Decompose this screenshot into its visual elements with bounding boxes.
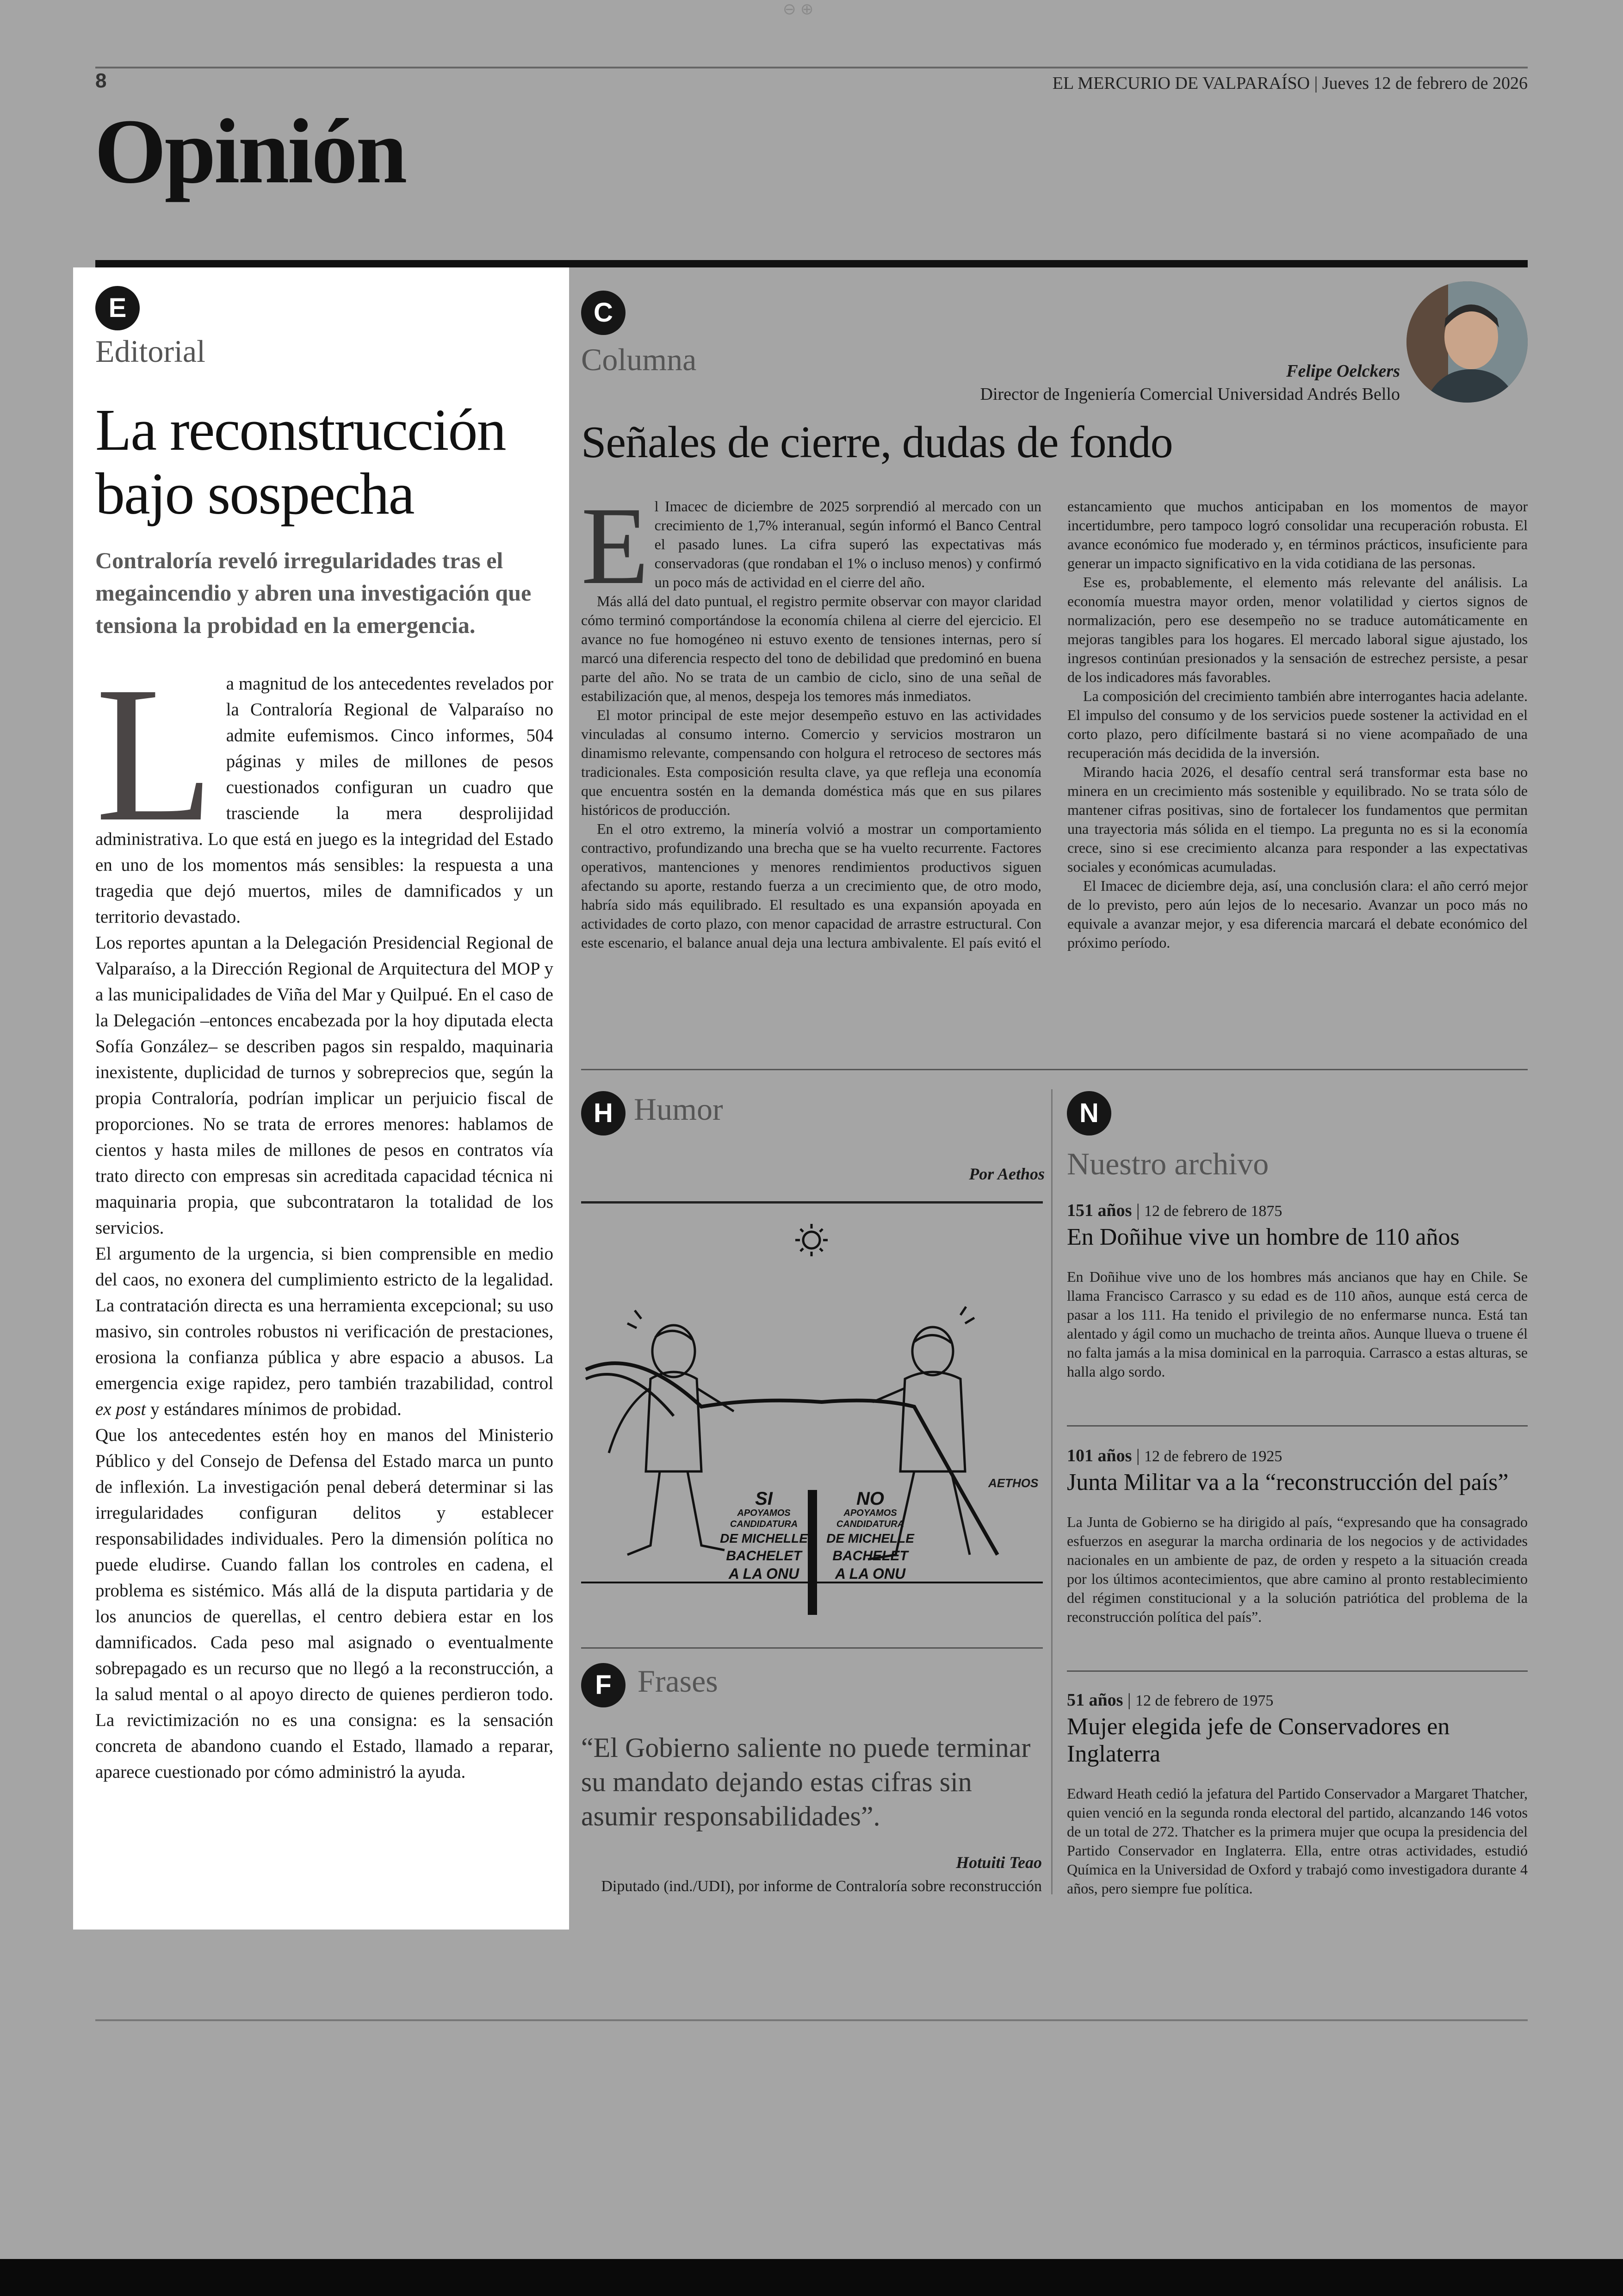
column-paragraph: En el otro extremo, la minería volvió a mostrar un comportamiento contractivo, profundizando una brecha que se ha vuelto recurrente. Factores operativos, mantenciones y menores rendimientos productivos siguen afectando su aporte, restando fuerza a un crecimiento que, de otro modo, habría sido más equilibrado. El resultado es una expansión apoyada en actividades de corto plazo, con menor capacidad de arrastre estructural. Con este escenario, el balance anual deja una lectura ambivalente. El país evitó el estancamiento que muchos anticipaban en los momentos de mayor incertidumbre, pero tampoco logró consolidar una recuperación robusta. El avance económico fue moderado y, en términos prácticos, insuficiente para generar un impacto significativo en la vida cotidiana de las personas.: [581, 498, 1528, 951]
archive-text: La Junta de Gobierno se ha dirigido al país, “expresando que ha consagrado esfuerzos en asegurar la marcha ordinaria de los negocios y de actividades nacionales en un ambiente de paz, de orden y respeto a la situación creada por los últimos acontecimientos, que abre camino al pronto restablecimiento del régimen constitucional y a la solución patriótica del problema de la reconstrucción política del país”.: [1067, 1514, 1528, 1625]
cartoon-sign-left: SI APOYAMOS CANDIDATURA DE MICHELLE BACHELET A LA ONU: [720, 1489, 808, 1582]
archive-date: 12 de febrero de 1875: [1144, 1203, 1282, 1220]
editorial-body: [95, 646, 553, 1785]
column-paragraph: Más allá del dato puntual, el registro permite observar con mayor claridad cómo terminó comportándose la economía chilena al cierre del ejercicio. El avance no fue homogéneo ni estuvo exento de tensiones internas, pero sí marcó una diferencia respecto del tono de debilidad que predominó en buena parte del año. No se trata de un cambio de ciclo, sino de una señal de estabilización que, al menos, despeja los temores más inmediatos.: [581, 593, 1041, 704]
editorial-panel: [73, 267, 569, 1930]
humor-bottom-rule: [581, 1647, 1043, 1649]
humor-badge: H: [581, 1091, 626, 1136]
footer-rule: [95, 2019, 1528, 2021]
masthead-date: EL MERCURIO DE VALPARAÍSO | Jueves 12 de febrero de 2026: [1052, 74, 1528, 93]
cartoon-sign-right: NO APOYAMOS CANDIDATURA DE MICHELLE BACHELET A LA ONU: [826, 1489, 914, 1582]
humor-cartoon: [581, 1212, 1043, 1629]
column-divider: [1051, 1089, 1053, 1894]
frases-label: Frases: [638, 1663, 718, 1699]
editorial-paragraph: a magnitud de los antecedentes revelados por la Contraloría Regional de Valparaíso no admite eufemismos. Cinco informes, 504 páginas y miles de millones de pesos cuestionados configuran un cuadro que trasciende la mera desprolijidad administrativa. Lo que está en juego es la integridad del Estado en uno de los momentos más sensibles: la respuesta a una tragedia que dejó muertos, miles de damnificados y un territorio devastado.: [95, 674, 553, 927]
column-paragraph: Mirando hacia 2026, el desafío central será transformar esta base no minera en un crecimiento más sostenible y equilibrado. No se trata sólo de mantener cifras positivas, sino de fortalecer los fundamentos que permitan una trayectoria más sólida en el tiempo. La pregunta no es si la economía crece, sino si ese crecimiento alcanza para responder a las expectativas sociales y económicas acumuladas.: [1067, 763, 1528, 875]
frases-author: Hotuiti Teao: [956, 1853, 1042, 1872]
editorial-paragraph: Los reportes apuntan a la Delegación Presidencial Regional de Valparaíso, a la Dirección Regional de Arquitectura del MOP y a las municipalidades de Viña del Mar y Quilpué. En el caso de la Delegación –entonces encabezada por la hoy diputada electa Sofía González– se describen pagos sin respaldo, maquinaria inexistente, duplicidad de turnos y sobreprecios que, según la propia Contraloría, podrían implicar un perjuicio fiscal de proporciones. No se trata de errores menores: hablamos de cientos y hasta miles de millones de pesos en contratos vía trato directo con empresas sin acreditada capacidad técnica ni maquinaria propia, que subcontrataron la totalidad de los servicios.: [95, 933, 553, 1238]
editorial-lead: Contraloría reveló irregularidades tras el megaincendio y abren una investigación que tensiona la probidad en la emergencia.: [95, 547, 532, 638]
archive-title: Junta Militar va a la “reconstrucción del país”: [1067, 1469, 1509, 1496]
editorial-paragraph: El argumento de la urgencia, si bien comprensible en medio del caos, no exonera del cumplimiento estricto de la legalidad. La contratación directa es una herramienta excepcional; su uso masivo, sin controles robustos ni verificación de prestaciones, erosiona la confianza pública y abre espacio a abusos. La emergencia exige rapidez, pero también trazabilidad, control ex post y estándares mínimos de probidad.: [95, 1244, 553, 1419]
archive-item: 51 años | 12 de febrero de 1975 Mujer elegida jefe de Conservadores en Inglaterra Edward Heath cedió la jefatura del Partido Conservador a Margaret Thatcher, quien venció en la segunda ronda electoral del partido, alcanzando 146 votos de un total de 272. Thatcher es la primera mujer que ocupa la presidencia del Partido Conservador en Inglaterra. Ella, entre otras actividades, estudió Química en la Universidad de Oxford y trabajó como investigadora durante 4 años, pero siempre fue política.: [1067, 1690, 1528, 1898]
editorial-label: Editorial: [95, 334, 205, 369]
header-thick-rule: [95, 260, 1528, 267]
archive-date: 12 de febrero de 1975: [1135, 1692, 1274, 1709]
editorial-title-line1: La reconstrucción: [95, 397, 506, 463]
cartoon-signature: AETHOS: [988, 1476, 1039, 1490]
archive-label: Nuestro archivo: [1067, 1146, 1269, 1181]
humor-top-rule: [581, 1201, 1043, 1204]
header-top-rule: [95, 67, 1528, 68]
humor-label: Humor: [634, 1092, 723, 1127]
humor-byline: Por Aethos: [969, 1165, 1045, 1183]
archive-years: 51 años: [1067, 1690, 1123, 1710]
archive-rule: [1067, 1425, 1528, 1427]
archive-text: Edward Heath cedió la jefatura del Partido Conservador a Margaret Thatcher, quien venció en la segunda ronda electoral del partido, alcanzando 146 votos de un total de 272. Thatcher es la primera mujer que ocupa la presidencia del Partido Conservador en Inglaterra. Ella, entre otras actividades, estudió Química en la Universidad de Oxford y trabajó como investigadora durante 4 años, pero siempre fue política.: [1067, 1785, 1528, 1897]
column-paragraph: El Imacec de diciembre deja, así, una conclusión clara: el año cerró mejor de lo previsto, pero aún lejos de lo necesario. Avanzar un poco más no equivale a avanzar mejor, y esa diferencia marcará el debate económico del próximo período.: [1067, 877, 1528, 951]
archive-item: 101 años | 12 de febrero de 1925 Junta Militar va a la “reconstrucción del país” La Junta de Gobierno se ha dirigido al país, “expresando que ha consagrado esfuerzos en asegurar la marcha ordinaria de los negocios y de actividades nacionales en un ambiente de paz, de orden y respeto a la situación creada por los últimos acontecimientos, que abre camino al pronto restablecimiento del régimen constitucional y a la solución patriótica del problema de la reconstrucción política del país”.: [1067, 1446, 1528, 1626]
page-number: 8: [95, 69, 107, 92]
issue-date: Jueves 12 de febrero de 2026: [1322, 74, 1528, 93]
frases-badge: F: [581, 1663, 626, 1707]
column-drop-cap: E: [581, 484, 649, 607]
column-paragraph: La composición del crecimiento también abre interrogantes hacia adelante. El impulso del consumo y de los servicios puede sostener la actividad en el corto plazo, pero difícilmente bastará si no viene acompañado de una recuperación más decidida de la inversión.: [1067, 688, 1528, 761]
archive-badge: N: [1067, 1091, 1111, 1136]
column-badge: C: [581, 291, 626, 335]
editorial-badge: E: [95, 286, 140, 330]
frases-role: Diputado (ind./UDI), por informe de Contraloría sobre reconstrucción: [601, 1878, 1042, 1895]
masthead: EL MERCURIO DE VALPARAÍSO: [1052, 74, 1310, 93]
column-paragraph: El Imacec de diciembre de 2025 sorprendió al mercado con un crecimiento de 1,7% interanual, según informó el Banco Central el pasado lunes. La cifra superó las expectativas más conservadoras (que rondaban el 1% o incluso menos) y confirmó un poco más de actividad en el cierre del año.: [581, 484, 1041, 607]
editorial-title: [95, 398, 558, 526]
column-paragraph: El motor principal de este mejor desempeño estuvo en las actividades vinculadas al consumo interno. Comercio y servicios mostraron un dinamismo relevante, compensando con holgura el retroceso de sectores más tradicionales. Esta composición resulta clave, ya que refleja una economía que encuentra sostén en la demanda doméstica más que en sus pilares históricos de producción.: [581, 707, 1041, 818]
editorial-title-line2: bajo sospecha: [95, 461, 414, 527]
column-author: Felipe Oelckers: [1286, 361, 1400, 381]
archive-rule: [1067, 1670, 1528, 1672]
tug-of-war-cartoon-icon: [581, 1212, 1043, 1629]
column-bottom-rule: [581, 1069, 1528, 1070]
editorial-paragraph: Que los antecedentes estén hoy en manos del Ministerio Público y del Consejo de Defensa del Estado marca un punto de inflexión. La investigación penal deberá determinar si las irregularidades configuran delitos y establecer responsabilidades individuales. Pero la dimensión política no puede eludirse. Cuando fallan los controles en cadena, el problema es sistémico. Más allá de la disputa partidaria y de los anuncios de querellas, el centro debiera estar en los damnificados. Cada peso mal asignado o eventualmente sobrepagado es un recurso que no llegó a la reconstrucción, a la salud mental o al apoyo directo de quienes perdieron todo. La revictimización no es una consigna: es la sensación concreta de abandono cuando el Estado, llamado a reparar, aparece cuestionado por cómo administró la ayuda.: [95, 1425, 553, 1782]
author-portrait-icon: [1406, 281, 1528, 403]
column-label: Columna: [581, 342, 697, 377]
column-author-role: Director de Ingeniería Comercial Universidad Andrés Bello: [980, 385, 1400, 404]
archive-date: 12 de febrero de 1925: [1144, 1448, 1282, 1465]
author-photo: [1406, 281, 1528, 403]
frases-quote: “El Gobierno saliente no puede terminar su mandato dejando estas cifras sin asumir responsabilidades”.: [581, 1732, 1031, 1831]
page-nav-indicator: ⊖ ⊕: [783, 0, 814, 18]
section-title: Opinión: [94, 100, 406, 203]
archive-title: En Doñihue vive un hombre de 110 años: [1067, 1224, 1460, 1250]
bottom-band: [0, 2259, 1623, 2296]
archive-item: 151 años | 12 de febrero de 1875 En Doñihue vive un hombre de 110 años En Doñihue vive uno de los hombres más ancianos que hay en Chile. Se llama Francisco Carrasco y su edad es de 110 años, aunque está cerca de pasar a los 111. Ha tenido el privilegio de no enfermarse nunca. Está tan alentado y ágil como un muchacho de treinta años. Aunque llueva o truene él no falta jamás a la misa dominical en la parroquia. Carrasco a estas alturas, se halla algo sordo.: [1067, 1200, 1528, 1381]
archive-years: 151 años: [1067, 1201, 1132, 1220]
editorial-drop-cap: L: [95, 646, 214, 862]
archive-title: Mujer elegida jefe de Conservadores en Inglaterra: [1067, 1713, 1450, 1767]
archive-years: 101 años: [1067, 1446, 1132, 1465]
column-title: Señales de cierre, dudas de fondo: [581, 417, 1173, 467]
archive-text: En Doñihue vive uno de los hombres más ancianos que hay en Chile. Se llama Francisco Carrasco y su edad es de 110 años, aunque está cerca de pasar a los 111. Ha tenido el privilegio de no enfermarse nunca. Está tan alentado y ágil como un muchacho de treinta años. Aunque llueva o truene él no falta jamás a la misa dominical en la parroquia. Carrasco a estas alturas, se halla algo sordo.: [1067, 1268, 1528, 1380]
column-body: [581, 484, 1528, 1061]
column-paragraph: Ese es, probablemente, el elemento más relevante del análisis. La economía muestra mayor orden, menor volatilidad y ciertos signos de normalización, pero ese desempeño no se traduce automáticamente en mejoras tangibles para los hogares. El mercado laboral sigue ajustado, los ingresos continúan presionados y la sensación de estrechez persiste, a pesar de los indicadores más favorables.: [1067, 574, 1528, 685]
